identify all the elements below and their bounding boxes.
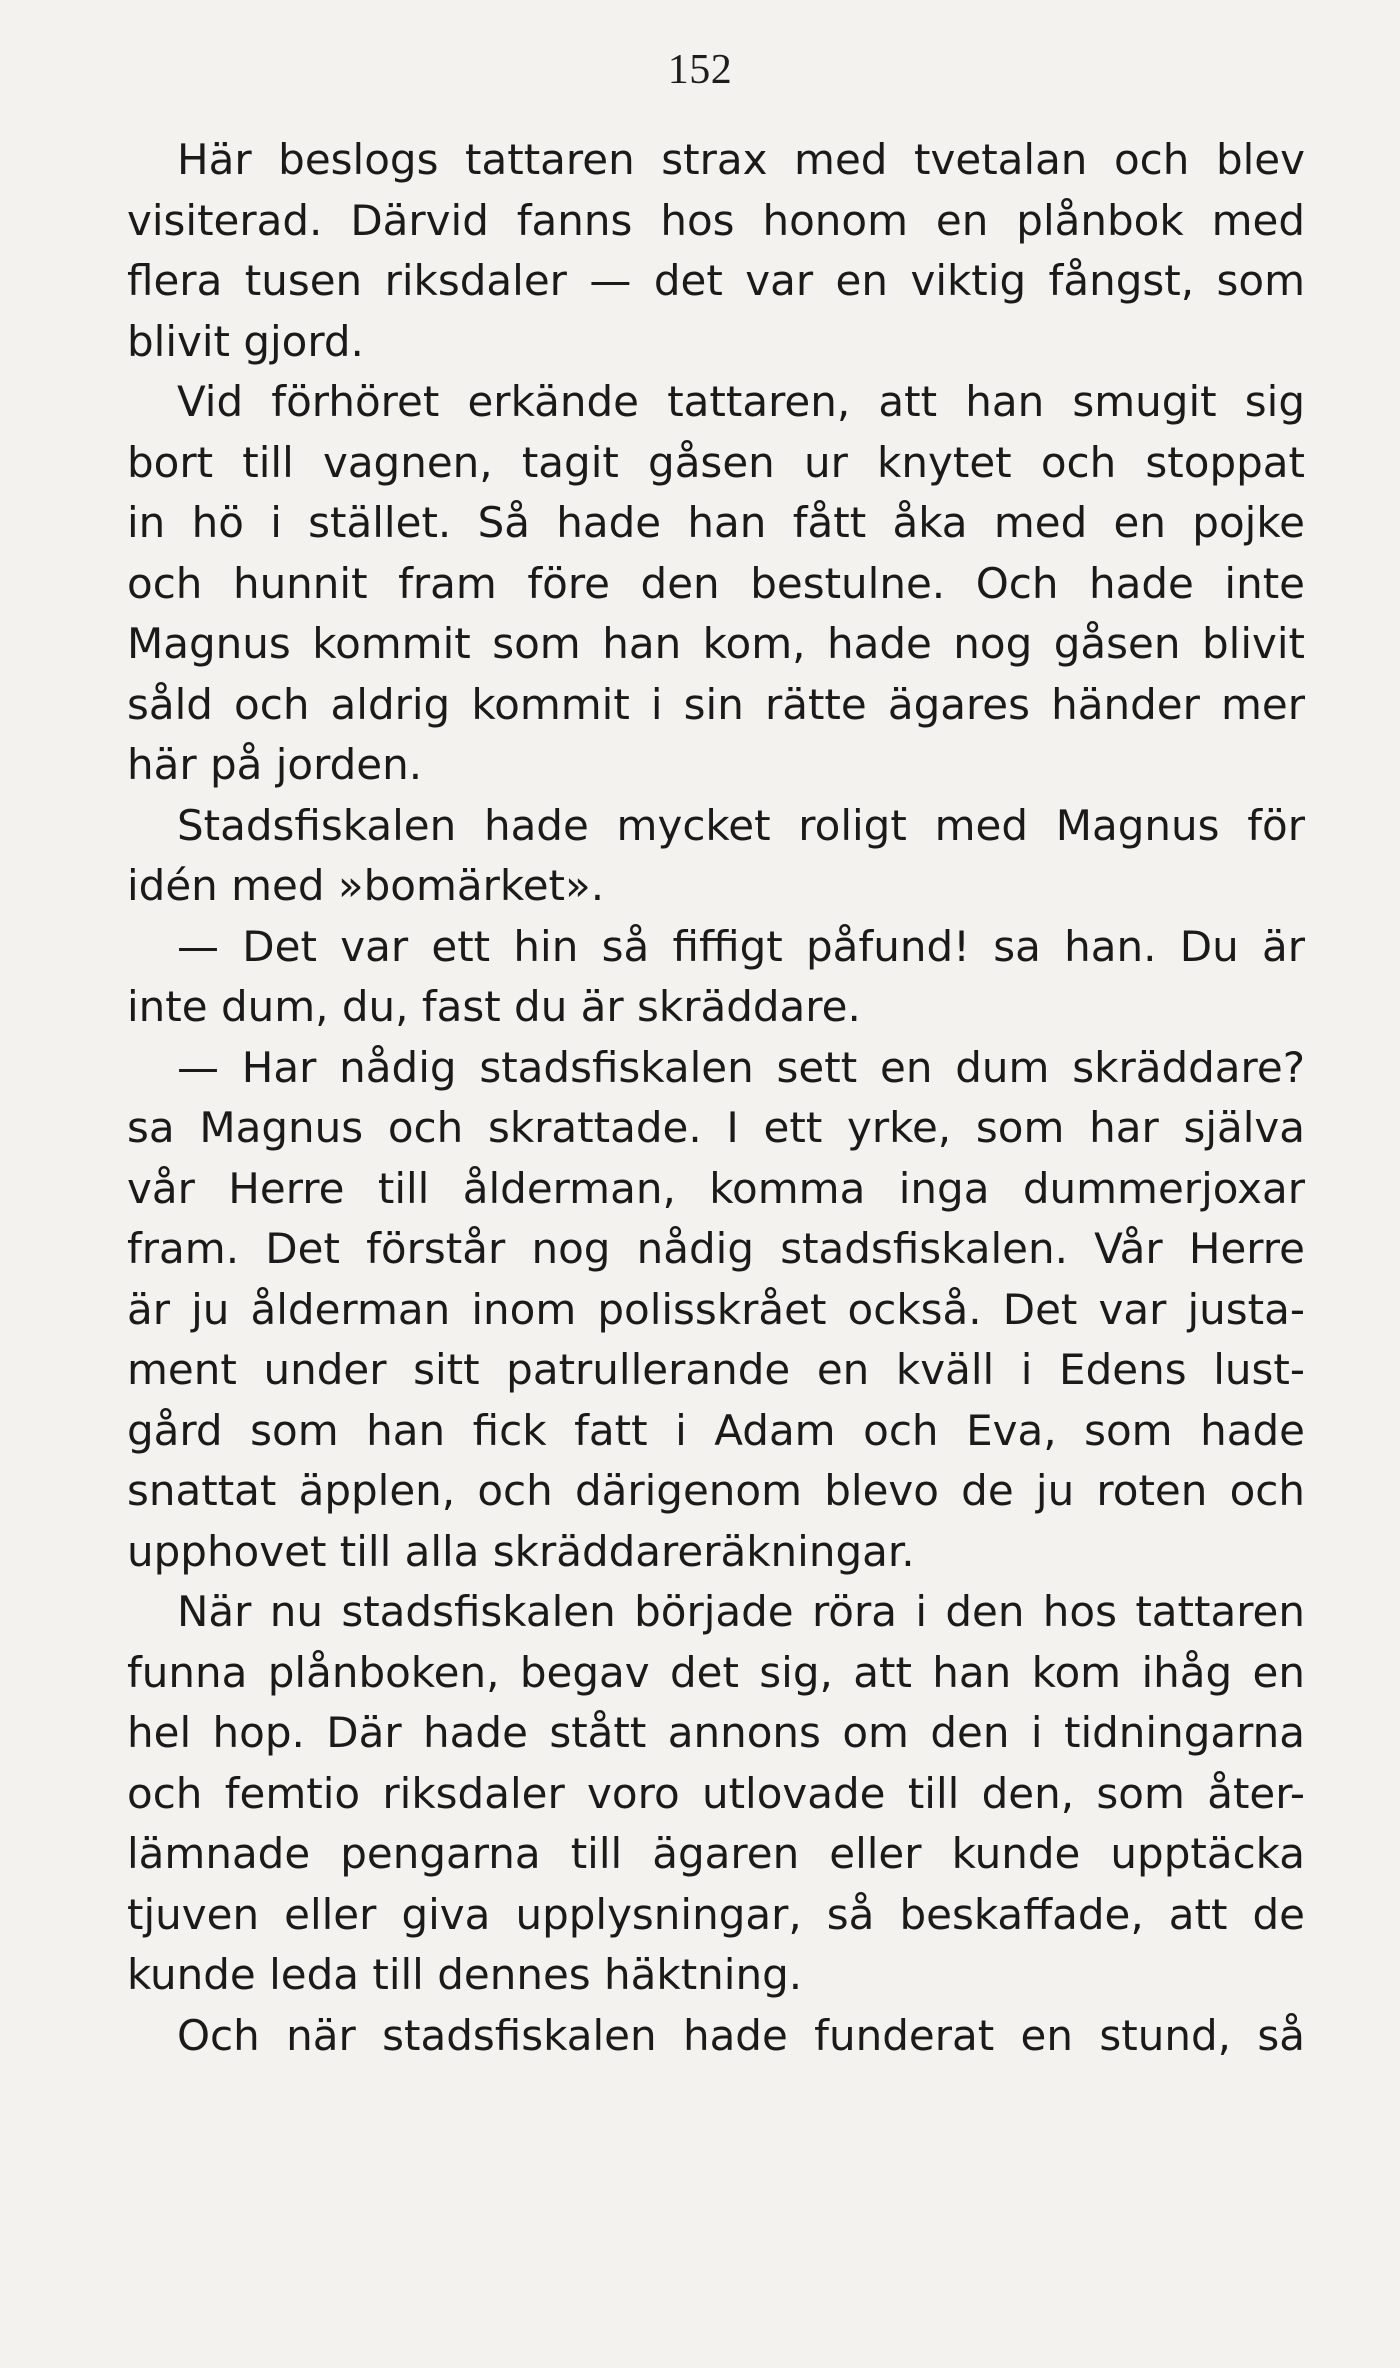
text-line: ment under sitt patrullerande en kväll i Edens lust- [127, 1345, 1305, 1394]
text-line: idén med »bomärket». [127, 861, 605, 910]
text-line: vår Herre till ålderman, komma inga dummerjoxar [127, 1163, 1305, 1213]
text-line: När nu stadsfiskalen började röra i den hos tattaren [177, 1587, 1305, 1636]
text-line: — Det var ett hin så fiffigt påfund! sa han. Du är [177, 921, 1305, 971]
text-line: bort till vagnen, tagit gåsen ur knytet och stoppat [127, 437, 1305, 487]
text-line: är ju ålderman inom polisskrået också. Det var justa- [127, 1284, 1305, 1334]
text-line: Vid förhöret erkände tattaren, att han smugit sig [177, 377, 1305, 426]
text-line: sa Magnus och skrattade. I ett yrke, som har själva [127, 1103, 1305, 1152]
text-line: kunde leda till dennes häktning. [127, 1950, 803, 1999]
text-line: fram. Det förstår nog nådig stadsfiskalen. Vår Herre [127, 1224, 1305, 1273]
text-line: lämnade pengarna till ägaren eller kunde upptäcka [127, 1829, 1305, 1878]
text-line: Och när stadsfiskalen hade funderat en stund, så [177, 2010, 1305, 2060]
text-line: Magnus kommit som han kom, hade nog gåsen blivit [127, 619, 1305, 668]
text-line: upphovet till alla skräddareräkningar. [127, 1526, 915, 1576]
text-line: gård som han fick fatt i Adam och Eva, som hade [127, 1405, 1305, 1455]
text-line: snattat äpplen, och därigenom blevo de ju roten och [127, 1466, 1305, 1515]
text-line: in hö i stället. Så hade han fått åka med en pojke [127, 498, 1305, 547]
text-line: såld och aldrig kommit i sin rätte ägares händer mer [127, 679, 1305, 729]
body-text [127, 130, 1305, 2066]
text-line: Här beslogs tattaren strax med tvetalan och blev [177, 135, 1305, 184]
text-line: inte dum, du, fast du är skräddare. [127, 982, 861, 1031]
page-number: 152 [667, 47, 733, 93]
text-line: — Har nådig stadsfiskalen sett en dum skräddare? [177, 1042, 1305, 1092]
text-line: funna plånboken, begav det sig, att han kom ihåg en [127, 1647, 1305, 1697]
text-line: tjuven eller giva upplysningar, så beskaffade, att de [127, 1889, 1305, 1939]
text-line: här på jorden. [127, 740, 423, 789]
text-line: Stadsfiskalen hade mycket roligt med Magnus för [177, 800, 1305, 850]
text-line: och hunnit fram före den bestulne. Och hade inte [127, 558, 1305, 608]
text-line: blivit gjord. [127, 316, 364, 366]
text-line: hel hop. Där hade stått annons om den i tidningarna [127, 1708, 1305, 1757]
text-line: och femtio riksdaler voro utlovade till den, som åter- [127, 1768, 1305, 1818]
text-line: flera tusen riksdaler — det var en viktig fångst, som [127, 256, 1305, 305]
text-line: visiterad. Därvid fanns hos honom en plånbok med [127, 195, 1305, 245]
